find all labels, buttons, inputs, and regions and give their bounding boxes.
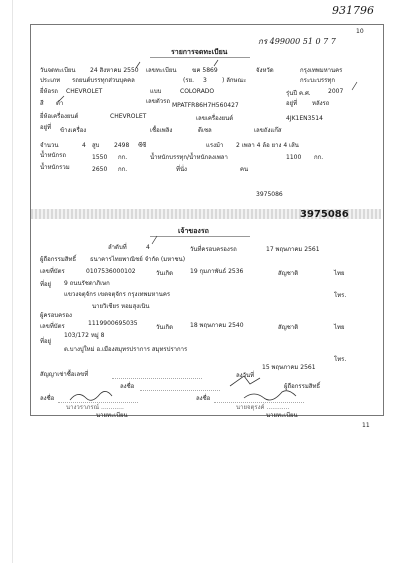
id-label: เลขที่บัตร	[40, 268, 65, 275]
order-label: ลำดับที่	[108, 244, 127, 251]
sign-caption-left: นางวราภรณ์ ............	[66, 404, 124, 411]
type-label: ประเภท	[40, 77, 61, 84]
check-mark-5	[152, 236, 157, 244]
signature-owner	[230, 376, 260, 386]
addr2-label: ที่อยู่	[40, 338, 52, 345]
band-number: 3975086	[300, 209, 349, 220]
cyl-unit: สูบ	[92, 142, 100, 149]
check-mark-2	[214, 60, 218, 66]
birth-label: วันเกิด	[156, 270, 174, 277]
cc: 2498	[114, 142, 130, 149]
engine-no: 4JK1EN3514	[286, 115, 323, 122]
nation: ไทย	[334, 270, 345, 277]
sign-label-2: ลงชื่อ	[40, 395, 55, 402]
seats-unit: คน	[240, 166, 249, 173]
chassis-label: เลขตัวรถ	[146, 98, 170, 105]
body-label: ) ลักษณะ	[222, 77, 247, 84]
owner-sign-label: ผู้ถือกรรมสิทธิ์	[284, 383, 321, 390]
chassis: MPATFR86H7H560427	[172, 102, 239, 109]
load: 1100	[286, 154, 302, 161]
addr2: แขวงจตุจักร เขตจตุจักร กรุงเทพมหานคร	[64, 291, 171, 298]
cc-unit: ซีซี	[138, 142, 147, 149]
plate-label: เลขทะเบียน	[146, 67, 177, 74]
color: ดำ	[56, 100, 64, 107]
birth: 19 กุมภาพันธ์ 2536	[190, 268, 244, 275]
owner: ธนาคารไทยพาณิชย์ จำกัด (มหาชน)	[90, 256, 186, 263]
type: รถยนต์บรรทุกส่วนบุคคล	[72, 77, 135, 84]
handwritten-number: 931796	[332, 4, 374, 17]
model-label: แบบ	[150, 88, 162, 95]
engine-loc-label: อยู่ที่	[40, 124, 52, 131]
sign-caption-right: นายจตุรงค์ ............	[236, 404, 290, 411]
section2-title: เจ้าของรถ	[178, 227, 209, 235]
gas-label: เลขถังแก๊ส	[254, 127, 282, 134]
signature-right	[244, 391, 296, 400]
model: COLORADO	[180, 88, 215, 95]
fuel-label: เชื้อเพลิง	[150, 127, 173, 134]
possess-date-label: วันที่ครอบครองรถ	[190, 246, 237, 253]
addr-label: ที่อยู่	[40, 281, 52, 288]
check-mark-4	[352, 82, 357, 90]
chassis-loc: หลังรถ	[312, 100, 330, 107]
fuel: ดีเซล	[198, 127, 212, 134]
page-number-bottom: 11	[362, 422, 370, 429]
reg-date-label: วันจดทะเบียน	[40, 67, 76, 74]
contract-date: 15 พฤษภาคม 2561	[262, 364, 316, 371]
stamp-number: 3975086	[256, 191, 283, 198]
axle: 2 เพลา 4 ล้อ ยาง 4 เส้น	[236, 142, 299, 149]
gross-label: น้ำหนักรวม	[40, 164, 70, 171]
cyl: 4	[82, 142, 86, 149]
id: 0107536000102	[86, 268, 136, 275]
province: กรุงเทพมหานคร	[300, 67, 343, 74]
id2: 1119900695035	[88, 320, 138, 327]
nation2-label: สัญชาติ	[278, 324, 299, 331]
registrar-right: นายทะเบียน	[266, 412, 298, 419]
possess-date: 17 พฤษภาคม 2561	[266, 246, 320, 253]
tel2-label: โทร.	[334, 356, 347, 363]
possessor: นายวิเชียร หอมสุงเนิน	[92, 303, 150, 310]
id2-label: เลขที่บัตร	[40, 323, 65, 330]
year-label: รุ่นปี ค.ศ.	[286, 90, 311, 97]
tel-label: โทร.	[334, 292, 347, 299]
sign-label-3: ลงชื่อ	[196, 395, 211, 402]
registrar-left: นายทะเบียน	[96, 412, 128, 419]
category-label: (รย.	[183, 77, 194, 84]
check-mark-1	[136, 62, 140, 68]
load-label: น้ำหนักบรรทุก/น้ำหนักลงเพลา	[150, 154, 228, 161]
birth2-label: วันเกิด	[156, 324, 174, 331]
contract-date-label: ลงวันที่	[236, 372, 255, 379]
body: กระบะบรรทุก	[300, 77, 335, 84]
addr2-1: 103/172 หมู่ 8	[64, 332, 105, 339]
owner-label: ผู้ถือกรรมสิทธิ์	[40, 256, 77, 263]
possessor-label: ผู้ครอบครอง	[40, 312, 72, 319]
weight: 1550	[92, 154, 108, 161]
engine-brand: CHEVROLET	[110, 113, 147, 120]
birth2: 18 พฤษภาคม 2540	[190, 322, 244, 329]
brand: CHEVROLET	[66, 88, 103, 95]
weight-label: น้ำหนักรถ	[40, 152, 67, 159]
chassis-loc-label: อยู่ที่	[286, 100, 298, 107]
load-unit: กก.	[314, 154, 324, 161]
handwritten-serial: กร 499000 51 0 7 7	[258, 37, 336, 46]
addr2-2: ต.บางปูใหม่ อ.เมืองสมุทรปราการ สมุทรปราการ	[64, 346, 188, 353]
seats-label: ที่นั่ง	[176, 166, 187, 173]
category: 3	[203, 77, 207, 84]
gross-unit: กก.	[118, 166, 128, 173]
reg-date: 24 สิงหาคม 2550	[90, 67, 139, 74]
check-mark-3	[58, 96, 64, 102]
nation2: ไทย	[334, 324, 345, 331]
color-label: สี	[40, 100, 44, 107]
hp-label: แรงม้า	[206, 142, 224, 149]
addr1: 9 ถนนรัชดาภิเษก	[64, 280, 110, 287]
engine-loc: ข้างเครื่อง	[60, 127, 87, 134]
section1-title: รายการจดทะเบียน	[171, 48, 228, 56]
gross: 2650	[92, 166, 108, 173]
brand-label: ยี่ห้อรถ	[40, 88, 58, 95]
signature-left	[70, 391, 112, 400]
plate: ฆฅ 5869	[192, 67, 218, 74]
contract-label: สัญญาเช่าซื้อเลขที่	[40, 371, 89, 378]
year: 2007	[328, 88, 344, 95]
engine-no-label: เลขเครื่องยนต์	[196, 115, 234, 122]
engine-brand-label: ยี่ห้อเครื่องยนต์	[40, 113, 79, 120]
weight-unit: กก.	[118, 154, 128, 161]
province-label: จังหวัด	[256, 67, 274, 74]
page-number-top: 10	[356, 28, 364, 35]
order: 4	[146, 244, 150, 251]
sign-label-1: ลงชื่อ	[120, 383, 135, 390]
nation-label: สัญชาติ	[278, 270, 299, 277]
cyl-label: จำนวน	[40, 142, 59, 149]
